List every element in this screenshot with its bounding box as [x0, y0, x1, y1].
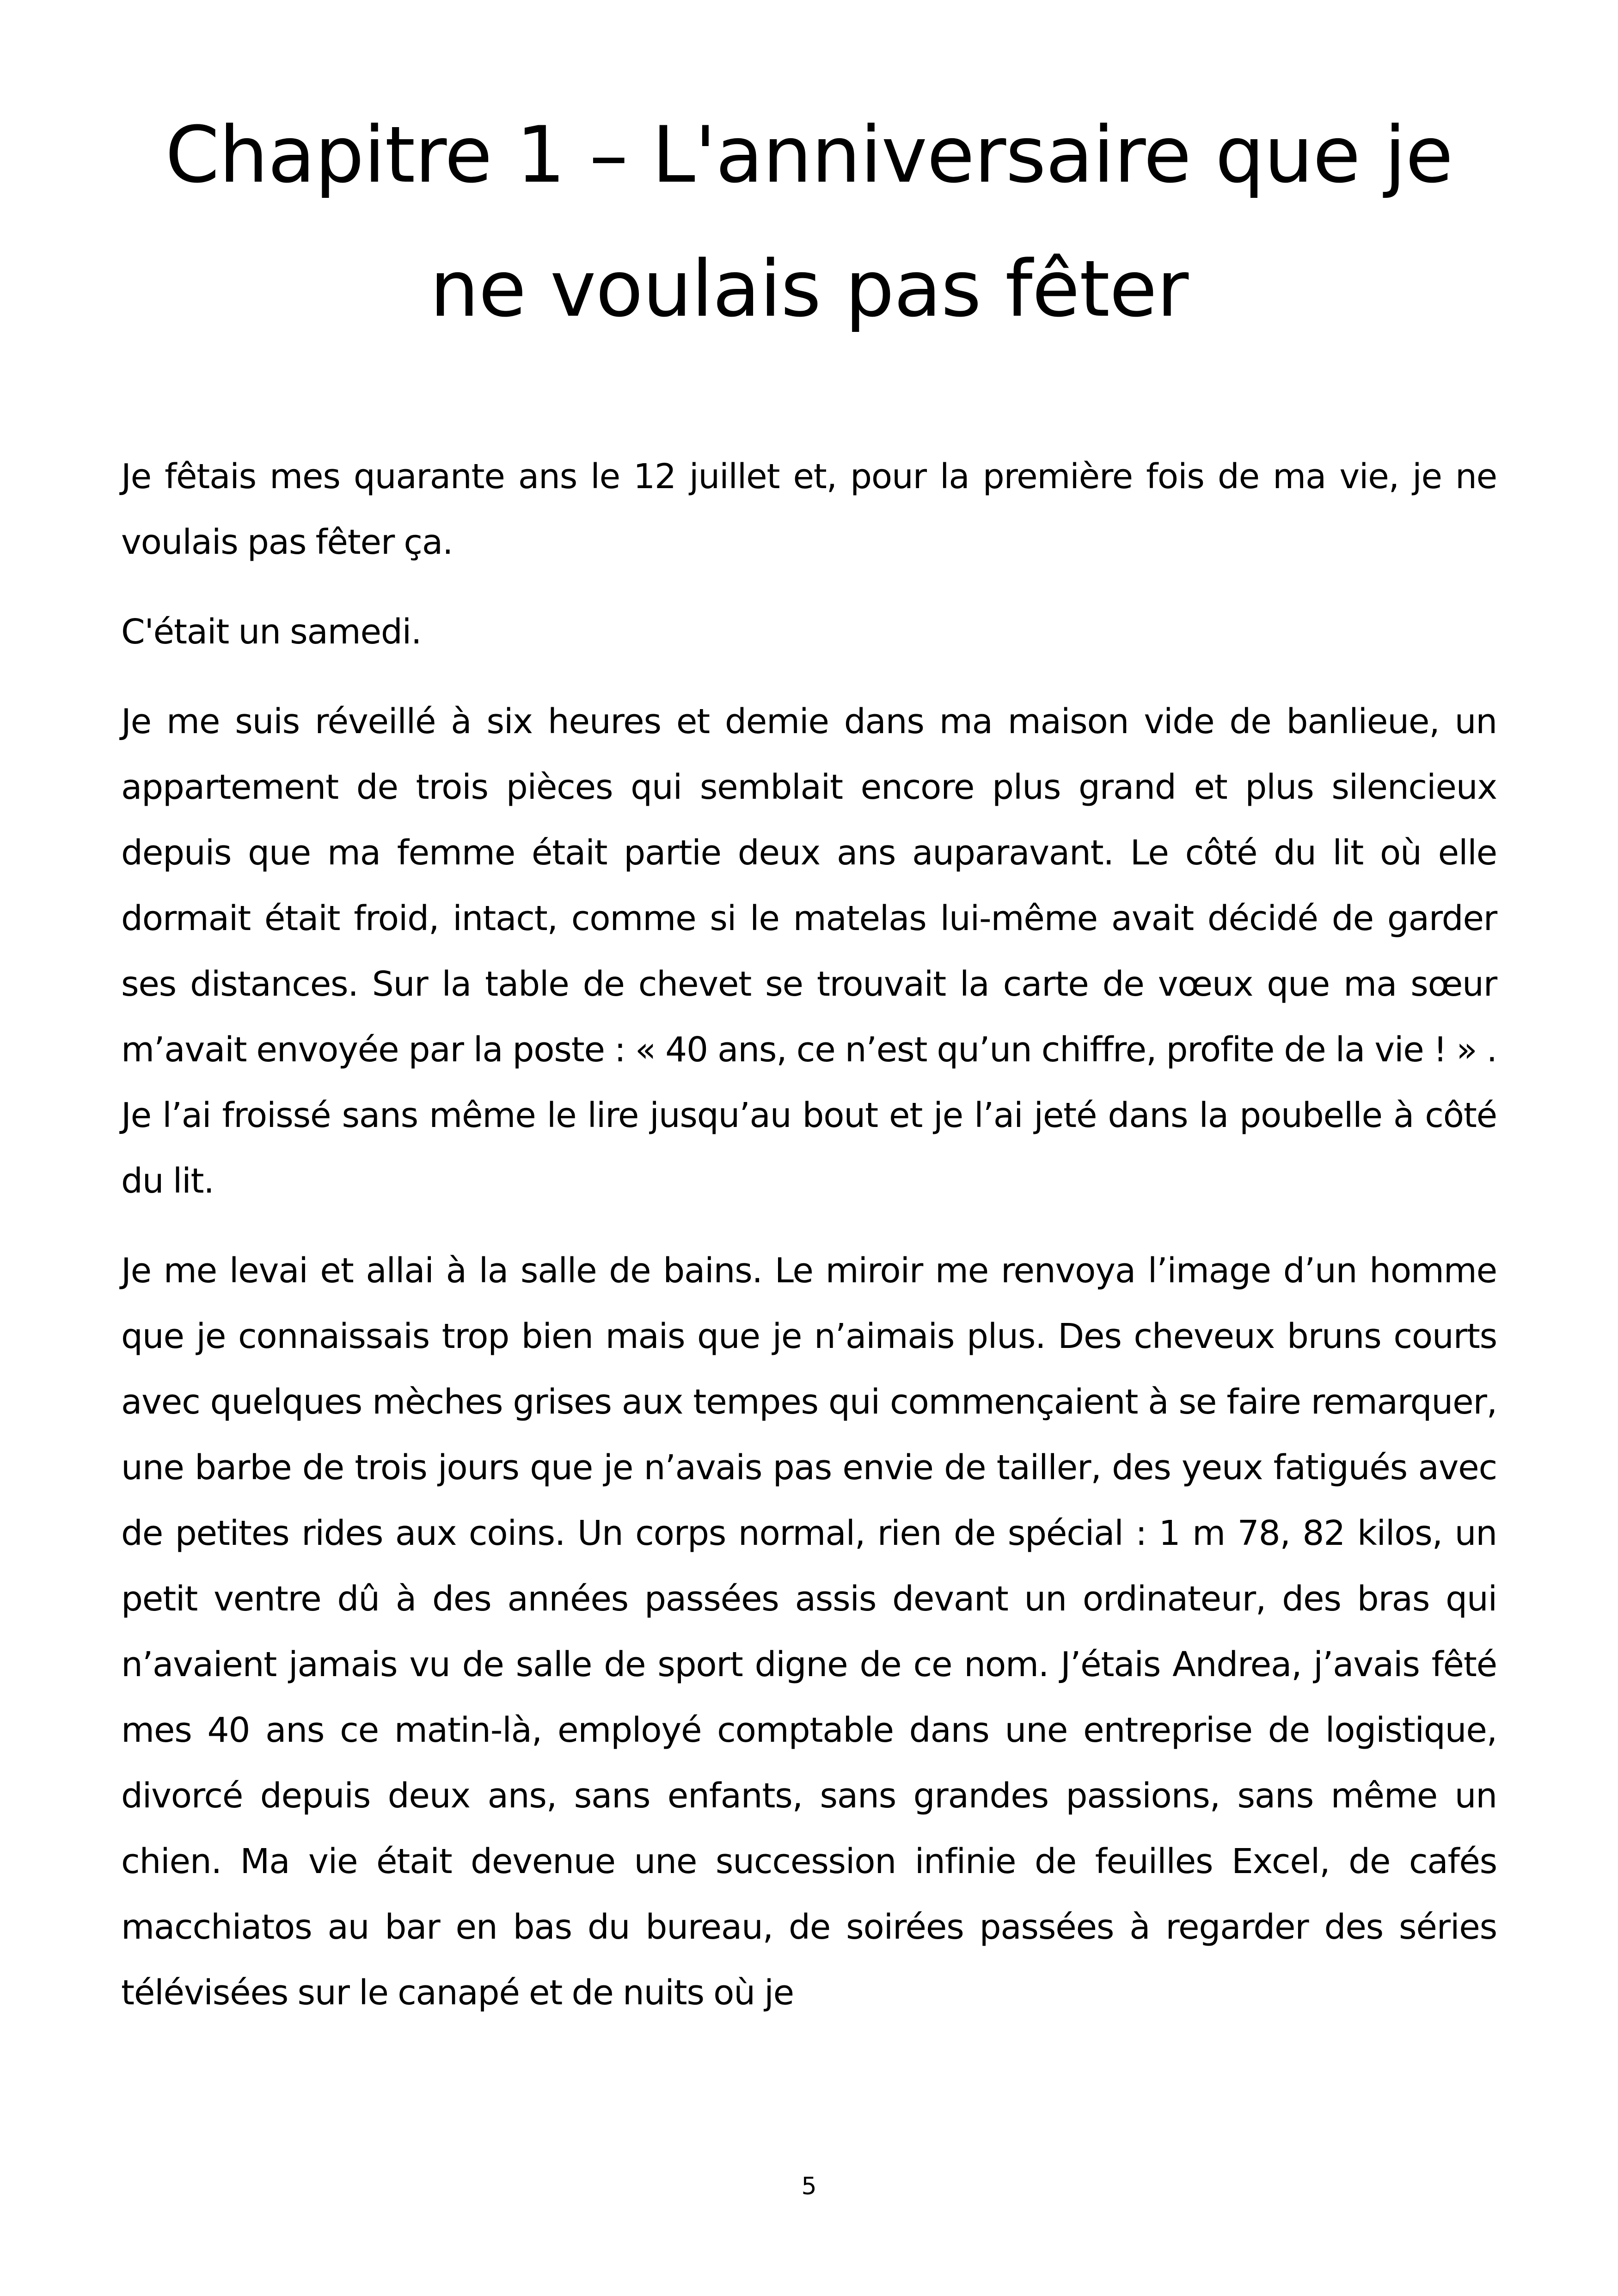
paragraph: Je me suis réveillé à six heures et demie dans ma maison vide de banlieue, un appartement de trois pièces qui semblait encore plus grand et plus silencieux depuis que ma femme était partie deux ans auparavant. Le côté du lit où elle dormait était froid, intact, comme si le matelas lui-même avait décidé de garder ses distances. Sur la table de chevet se trouvait la carte de vœux que ma sœur m’avait envoyée par la poste : « 40 ans, ce n’est qu’un chiffre, profite de la vie ! » . Je l’ai froissé sans même le lire jusqu’au bout et je l’ai jeté dans la poubelle à côté du lit. — [121, 702, 1497, 1201]
paragraph: Je me levai et allai à la salle de bains. Le miroir me renvoya l’image d’un homme que je connaissais trop bien mais que je n’aimais plus. Des cheveux bruns courts avec quelques mèches grises aux tempes qui commençaient à se faire remarquer, une barbe de trois jours que je n’avais pas envie de tailler, des yeux fatigués avec de petites rides aux coins. Un corps normal, rien de spécial : 1 m 78, 82 kilos, un petit ventre dû à des années passées assis devant un ordinateur, des bras qui n’avaient jamais vu de salle de sport digne de ce nom. J’étais Andrea, j’avais fêté mes 40 ans ce matin-là, employé comptable dans une entreprise de logistique, divorcé depuis deux ans, sans enfants, sans grandes passions, sans même un chien. Ma vie était devenue une succession infinie de feuilles Excel, de cafés macchiatos au bar en bas du bureau, de soirées passées à regarder des séries télévisées sur le canapé et de nuits où je — [121, 1251, 1497, 2013]
paragraph: C'était un samedi. — [121, 612, 422, 652]
paragraph: Je fêtais mes quarante ans le 12 juillet et, pour la première fois de ma vie, je ne voulais pas fêter ça. — [121, 457, 1497, 562]
chapter-title: Chapitre 1 – L'anniversaire que je ne voulais pas fêter — [165, 110, 1453, 334]
chapter-body — [121, 444, 1497, 2050]
page-number: 5 — [801, 2173, 817, 2200]
